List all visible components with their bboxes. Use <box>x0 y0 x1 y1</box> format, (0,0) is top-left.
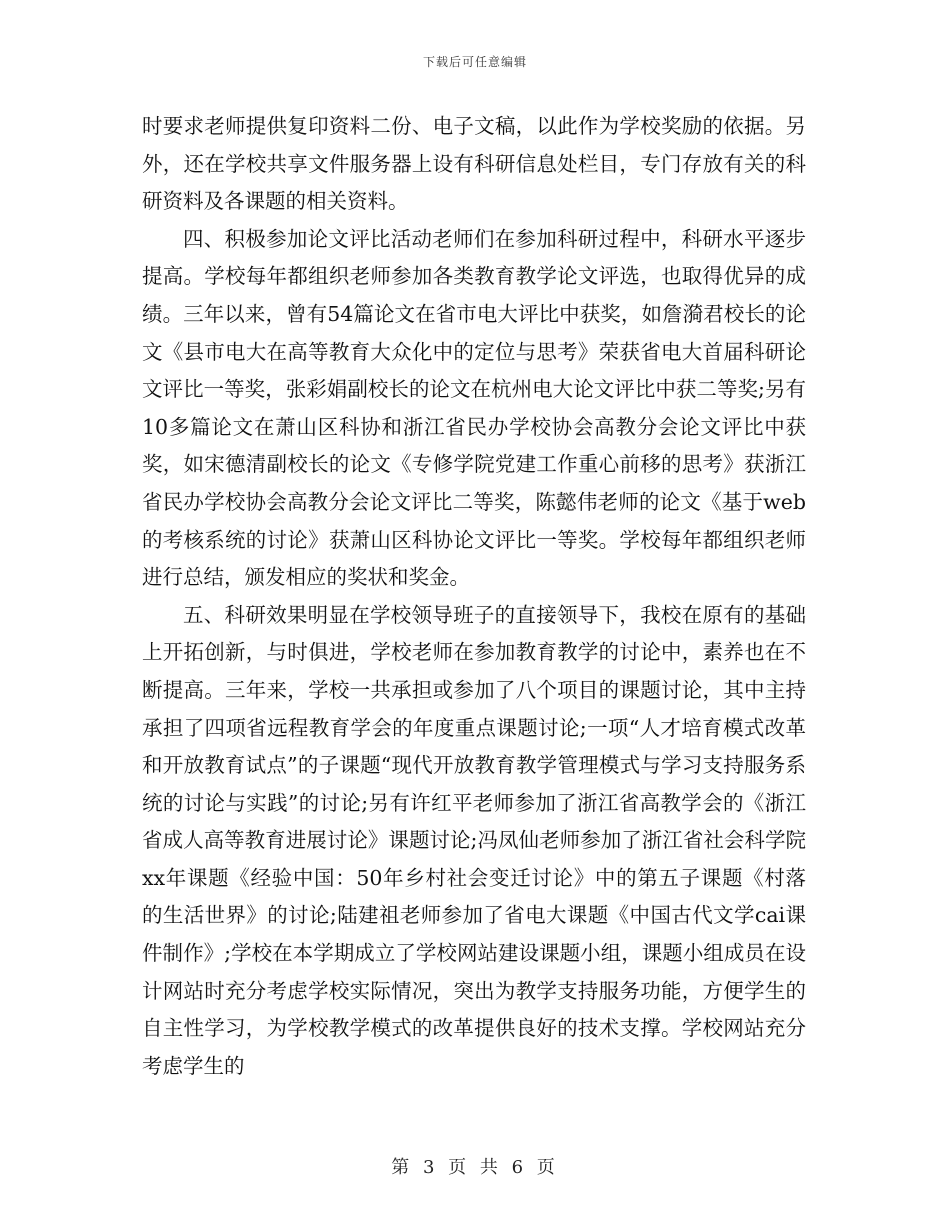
document-body <box>142 108 806 1085</box>
page-number: 第 3 页 共 6 页 <box>391 1157 559 1178</box>
paragraph-section-five: 五、科研效果明显在学校领导班子的直接领导下，我校在原有的基础上开拓创新，与时俱进，学校老师在参加教育教学的讨论中，素养也在不断提高。三年来，学校一共承担或参加了八个项目的课题讨论，其中主持承担了四项省远程教育学会的年度重点课题讨论;一项“人才培育模式改革和开放教育试点”的子课题“现代开放教育教学管理模式与学习支持服务系统的讨论与实践”的讨论;另有许红平老师参加了浙江省高教学会的《浙江省成人高等教育进展讨论》课题讨论;冯凤仙老师参加了浙江省社会科学院xx年课题《经验中国：50年乡村社会变迁讨论》中的第五子课题《村落的生活世界》的讨论;陆建祖老师参加了省电大课题《中国古代文学cai课件制作》;学校在本学期成立了学校网站建设课题小组，课题小组成员在设计网站时充分考虑学校实际情况，突出为教学支持服务功能，方便学生的自主性学习，为学校教学模式的改革提供良好的技术支撑。学校网站充分考虑学生的 <box>142 602 806 1078</box>
paragraph-section-four: 四、积极参加论文评比活动老师们在参加科研过程中，科研水平逐步提高。学校每年都组织老师参加各类教育教学论文评选，也取得优异的成绩。三年以来，曾有54篇论文在省市电大评比中获奖，如詹漪君校长的论文《县市电大在高等教育大众化中的定位与思考》荣获省电大首届科研论文评比一等奖，张彩娟副校长的论文在杭州电大论文评比中获二等奖;另有10多篇论文在萧山区科协和浙江省民办学校协会高教分会论文评比中获奖，如宋德清副校长的论文《专修学院党建工作重心前移的思考》获浙江省民办学校协会高教分会论文评比二等奖，陈懿伟老师的论文《基于web的考核系统的讨论》获萧山区科协论文评比一等奖。学校每年都组织老师进行总结，颁发相应的奖状和奖金。 <box>142 226 806 590</box>
header-note: 下载后可任意编辑 <box>422 55 527 69</box>
paragraph-continuation: 时要求老师提供复印资料二份、电子文稿，以此作为学校奖励的依据。另外，还在学校共享文件服务器上设有科研信息处栏目，专门存放有关的科研资料及各课题的相关资料。 <box>142 114 806 214</box>
